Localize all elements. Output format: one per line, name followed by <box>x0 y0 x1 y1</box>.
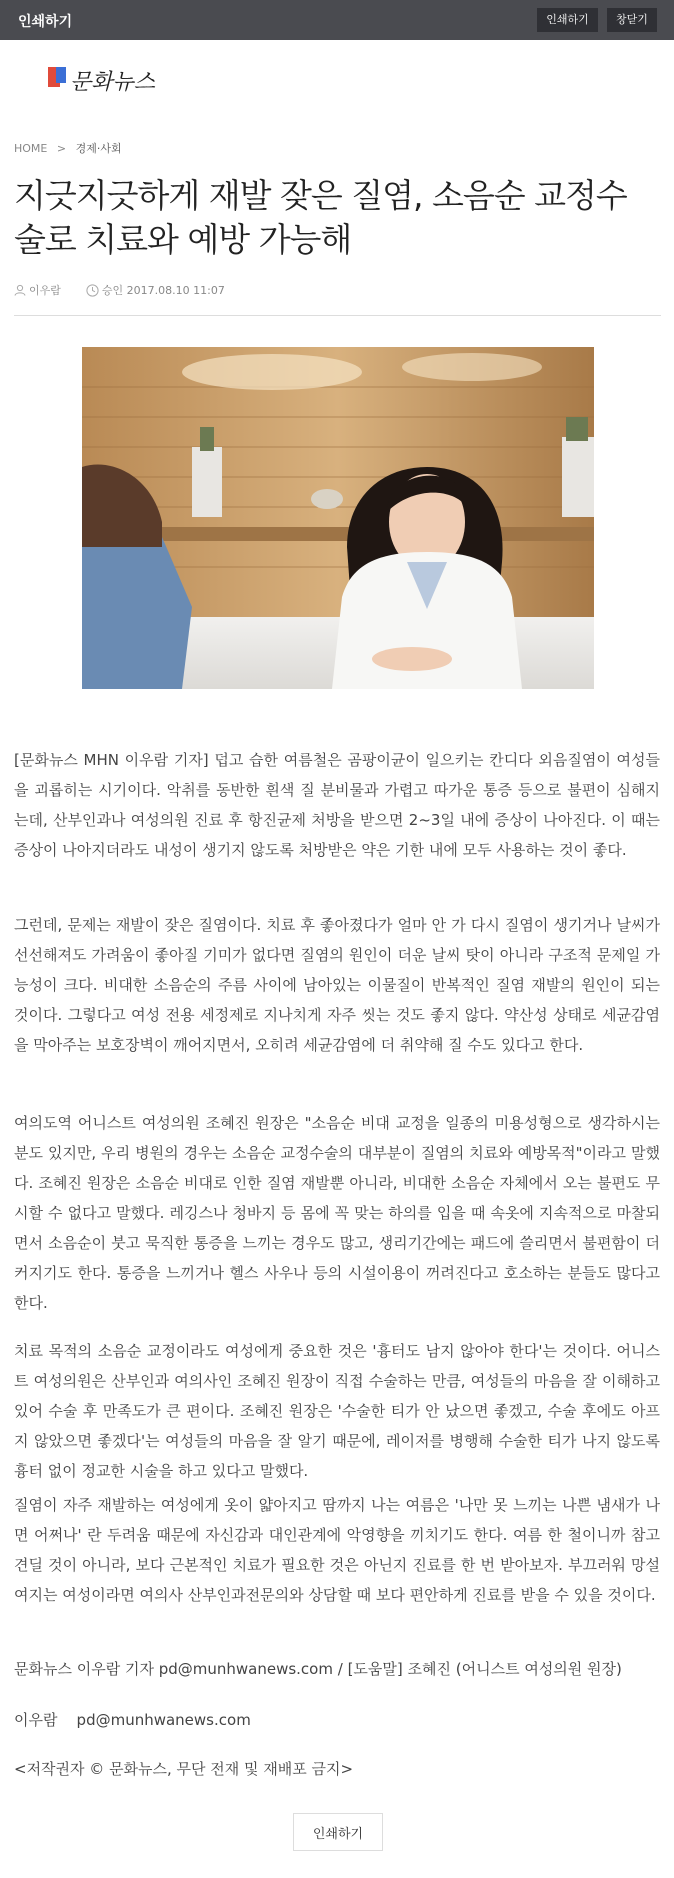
logo-text: 문화뉴스 <box>70 70 156 95</box>
site-logo <box>48 63 178 97</box>
clock-icon <box>86 284 99 297</box>
article-paragraph: 질염이 자주 재발하는 여성에게 옷이 얇아지고 땀까지 나는 여름은 '나만 못 느끼는 나쁜 냄새가 나면 어쩌나' 란 두려움 때문에 자신감과 대인관계에 악영향을 끼치기도 한다. 여름 한 철이니까 참고 견딜 것이 아니라, 보다 근본적인 치료가 필요한 것은 아닌지 진료를 한 번 받아보자. 부끄러워 망설여지는 여성이라면 여의사 산부인과전문의와 상담할 때 보다 편안하게 진료를 받을 수 있을 것이다. <box>14 1496 660 1604</box>
breadcrumb <box>14 140 122 156</box>
copyright-notice: <저작권자 © 문화뉴스, 무단 전재 및 재배포 금지> <box>14 1760 354 1778</box>
print-page-title: 인쇄하기 <box>18 14 73 30</box>
breadcrumb-separator: > <box>56 142 67 155</box>
close-window-button[interactable]: 창닫기 <box>607 8 657 32</box>
reporter-contact: 이우람 pd@munhwanews.com <box>14 1711 251 1729</box>
user-icon <box>14 284 26 296</box>
article-byline: 문화뉴스 이우람 기자 pd@munhwanews.com / [도움말] 조혜진 (어니스트 여성의원 원장) <box>14 1660 622 1678</box>
article-author: 이우람 <box>29 284 61 297</box>
article-paragraph: 치료 목적의 소음순 교정이라도 여성에게 중요한 것은 '흉터도 남지 않아야 한다'는 것이다. 어니스트 여성의원은 산부인과 여의사인 조혜진 원장이 직접 수술하는 만큼, 여성들의 마음을 잘 이해하고 있어 수술 후 만족도가 큰 편이다. 조혜진 원장은 '수술한 티가 안 났으면 좋겠고, 수술 후에도 아프지 않았으면 좋겠다'는 여성들의 마음을 잘 알기 때문에, 레이저를 병행해 수술한 티가 나지 않도록 흉터 없이 정교한 시술을 하고 있다고 말했다. <box>14 1342 660 1480</box>
breadcrumb-category[interactable]: 경제·사회 <box>75 142 122 155</box>
footer-print-button[interactable]: 인쇄하기 <box>293 1813 383 1851</box>
article-paragraph: [문화뉴스 MHN 이우람 기자] 덥고 습한 여름철은 곰팡이균이 일으키는 칸디다 외음질염이 여성들을 괴롭히는 시기이다. 악취를 동반한 흰색 질 분비물과 가렵고 따가운 통증 등으로 불편이 심해지는데, 산부인과나 여성의원 진료 후 항진균제 처방을 받으면 2~3일 내에 증상이 나아진다. 이 때는 증상이 나아지더라도 내성이 생기지 않도록 처방받은 약은 기한 내에 모두 사용하는 것이 좋다. <box>14 751 660 859</box>
article-paragraph: 그런데, 문제는 재발이 잦은 질염이다. 치료 후 좋아졌다가 얼마 안 가 다시 질염이 생기거나 날씨가 선선해져도 가려움이 좋아질 기미가 없다면 질염의 원인이 더운 날씨 탓이 아니라 구조적 문제일 가능성이 크다. 비대한 소음순의 주름 사이에 남아있는 이물질이 반복적인 질염 재발의 원인이 되는 것이다. 그렇다고 여성 전용 세정제로 지나치게 자주 씻는 것도 좋지 않다. 약산성 상태로 세균감염을 막아주는 보호장벽이 깨어지면서, 오히려 세균감염에 더 취약해 질 수도 있다고 한다. <box>14 916 660 1054</box>
article-meta <box>14 282 225 298</box>
article-photo <box>82 347 594 689</box>
print-button[interactable]: 인쇄하기 <box>537 8 598 32</box>
logo-mark-blue <box>56 67 66 83</box>
header-divider <box>14 315 661 316</box>
article-date: 승인 2017.08.10 11:07 <box>101 284 225 297</box>
article-paragraph: 여의도역 어니스트 여성의원 조혜진 원장은 "소음순 비대 교정을 일종의 미용성형으로 생각하시는 분도 있지만, 우리 병원의 경우는 소음순 교정수술의 대부분이 질염의 치료와 예방목적"이라고 말했다. 조혜진 원장은 소음순 비대로 인한 질염 재발뿐 아니라, 비대한 소음순 자체에서 오는 불편도 무시할 수 없다고 말했다. 레깅스나 청바지 등 몸에 꼭 맞는 하의를 입을 때 속옷에 지속적으로 마찰되면서 소음순이 붓고 묵직한 통증을 느끼는 경우도 많고, 생리기간에는 패드에 쓸리면서 불편함이 더 커지기도 한다. 통증을 느끼거나 헬스 사우나 등의 시설이용이 꺼려진다고 호소하는 분들도 많다고 한다. <box>14 1114 660 1312</box>
top-bar <box>0 0 674 40</box>
article-title: 지긋지긋하게 재발 잦은 질염, 소음순 교정수술로 치료와 예방 가능해 <box>14 176 627 259</box>
breadcrumb-home[interactable]: HOME <box>14 142 48 155</box>
